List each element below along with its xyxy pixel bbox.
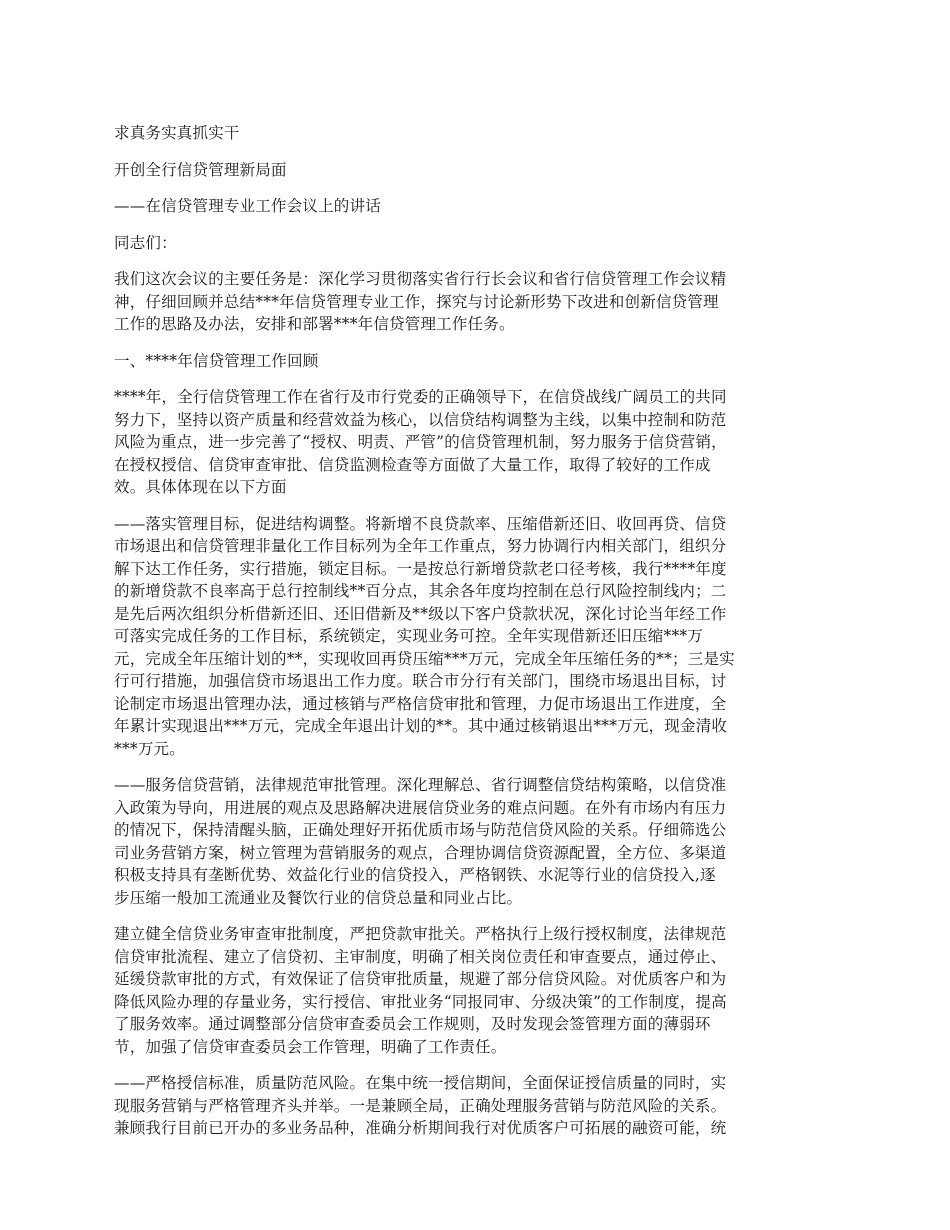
- paragraph-line: 效。具体体现在以下方面: [114, 478, 287, 496]
- paragraph-line: 节，加强了信贷审查委员会工作管理，明确了工作责任。: [114, 1037, 507, 1056]
- paragraph-line: 可落实完成任务的工作目标，系统锁定，实现业务可控。全年实现借新还旧压缩***万: [114, 627, 704, 645]
- body-paragraph: [114, 923, 842, 1058]
- paragraph-line: 我们这次会议的主要任务是：深化学习贯彻落实省行行长会议和省行信贷管理工作会议精: [114, 270, 727, 288]
- paragraph-line: 行可行措施，加强信贷市场退出工作力度。联合市分行有关部门，围绕市场退出目标，讨: [114, 672, 727, 690]
- paragraph-line: 努力下，坚持以资产质量和经营效益为核心，以信贷结构调整为主线，以集中控制和防范: [114, 410, 727, 429]
- paragraph-line: 元，完成全年压缩计划的**，实现收回再贷压缩***万元，完成全年压缩任务的**；三是实: [114, 649, 735, 668]
- paragraph-line: ——落实管理目标，促进结构调整。将新增不良贷款率、压缩借新还旧、收回再贷、信贷: [114, 514, 727, 533]
- paragraph-line: 风险为重点，进一步完善了“授权、明责、严管”的信贷管理机制，努力服务于信贷营销，: [114, 433, 727, 451]
- paragraph-line: 市场退出和信贷管理非量化工作目标列为全年工作重点，努力协调行内相关部门，组织分: [114, 537, 727, 555]
- paragraph-line: ***万元。: [114, 739, 185, 758]
- paragraph-line: 的情况下，保持清醒头脑，正确处理好开拓优质市场与防范信贷风险的关系。仔细筛选公: [114, 821, 727, 839]
- document-title: 求真务实真抓实干: [114, 124, 240, 142]
- body-paragraph: [114, 774, 842, 909]
- paragraph-line: 司业务营销方案，树立管理为营销服务的观点，合理协调信贷资源配置，全方位、多渠道: [114, 843, 727, 862]
- body-paragraph: [114, 268, 842, 336]
- paragraph-line: ——服务信贷营销，法律规范审批管理。深化理解总、省行调整信贷结构策略，以信贷准: [114, 776, 727, 794]
- paragraph-line: 了服务效率。通过调整部分信贷审查委员会工作规则，及时发现会签管理方面的薄弱环: [114, 1015, 711, 1033]
- paragraph-line: 兼顾我行目前已开办的多业务品种，准确分析期间我行对优质客户可拓展的融资可能，统: [114, 1119, 727, 1137]
- paragraph-line: 步压缩一般加工流通业及餐饮行业的信贷总量和同业占比。: [114, 888, 523, 907]
- document-subtitle: 开创全行信贷管理新局面: [114, 160, 287, 179]
- paragraph-line: 延缓贷款审批的方式，有效保证了信贷审批质量，规避了部分信贷风险。对优质客户和为: [114, 970, 727, 988]
- paragraph-line: 入政策为导向，用进展的观点及思路解决进展信贷业务的难点问题。在外有市场内有压力: [114, 798, 727, 817]
- paragraph-line: 建立健全信贷业务审查审批制度，严把贷款审批关。严格执行上级行授权制度，法律规范: [114, 925, 727, 943]
- paragraph-line: 神，仔细回顾并总结***年信贷管理专业工作，探究与讨论新形势下改进和创新信贷管理: [114, 292, 719, 311]
- paragraph-line: 在授权授信、信贷审查审批、信贷监测检查等方面做了大量工作，取得了较好的工作成: [114, 455, 711, 474]
- paragraph-line: 现服务营销与严格管理齐头并举。一是兼顾全局，正确处理服务营销与防范风险的关系。: [114, 1096, 727, 1115]
- paragraph-line: 信贷审批流程、建立了信贷初、主审制度，明确了相关岗位责任和审查要点，通过停止、: [114, 947, 727, 966]
- document-byline: ——在信贷管理专业工作会议上的讲话: [114, 197, 381, 215]
- paragraph-line: 降低风险办理的存量业务，实行授信、审批业务“同报同审、分级决策”的工作制度，提高: [114, 992, 727, 1011]
- paragraph-line: 工作的思路及办法，安排和部署***年信贷管理工作任务。: [114, 315, 515, 333]
- body-paragraph: [114, 350, 842, 373]
- salutation: 同志们：: [114, 233, 177, 252]
- paragraph-line: 的新增贷款不良率高于总行控制线**百分点，其余各年度均控制在总行风险控制线内；二: [114, 582, 727, 600]
- paragraph-line: 论制定市场退出管理办法，通过核销与严格信贷审批和管理，力促市场退出工作进度，全: [114, 694, 727, 713]
- paragraph-line: 解下达工作任务，实行措施，锁定目标。一是按总行新增贷款老口径考核，我行****年度: [114, 559, 727, 578]
- body-paragraph: [114, 513, 842, 761]
- paragraph-line: 一、****年信贷管理工作回顾: [114, 351, 319, 370]
- document-page: [114, 122, 842, 1154]
- paragraph-line: 是先后两次组织分析借新还旧、还旧借新及**级以下客户贷款状况，深化讨论当年经工作: [114, 604, 727, 623]
- body-paragraph: [114, 1072, 842, 1140]
- paragraph-line: 年累计实现退出***万元，完成全年退出计划的**。其中通过核销退出***万元，现金清收: [114, 717, 728, 735]
- paragraph-line: ——严格授信标准，质量防范风险。在集中统一授信期间，全面保证授信质量的同时，实: [114, 1074, 727, 1092]
- paragraph-line: 积极支持具有垄断优势、效益化行业的信贷投入，严格钢铁、水泥等行业的信贷投入,逐: [114, 866, 716, 884]
- document-body: [114, 268, 842, 1140]
- body-paragraph: [114, 386, 842, 499]
- paragraph-line: ****年，全行信贷管理工作在省行及市行党委的正确领导下，在信贷战线广阔员工的共同: [114, 388, 727, 406]
